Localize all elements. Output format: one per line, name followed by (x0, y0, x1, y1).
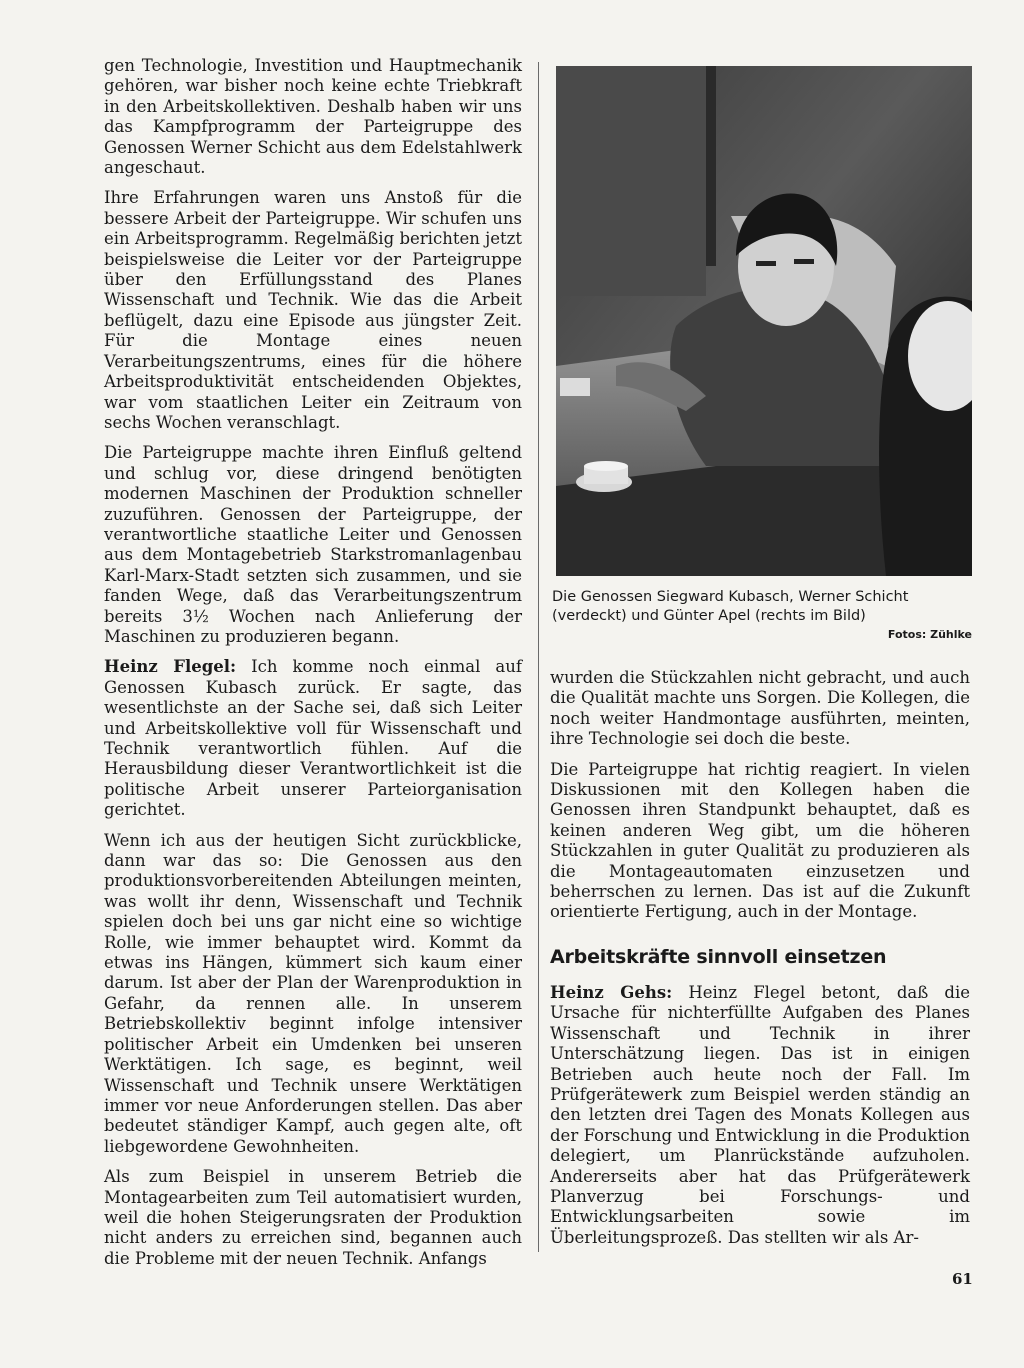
column-divider (538, 62, 539, 1252)
right-column (550, 668, 970, 1248)
right-paragraph-3 (550, 983, 970, 1248)
right-paragraph-2: Die Parteigruppe hat richtig reagiert. In vielen Diskussionen mit den Kollegen haben die Genossen ihren Standpunkt behauptet, daß es keinen anderen Weg gibt, um die höheren Stückzahlen in guter Qualität zu produzieren als die Montageautomaten einzusetzen und beherrschen zu lernen. Das ist auf die Zukunft orientierte Fertigung, auch in der Montage. (550, 759, 970, 922)
section-heading: Arbeitskräfte sinnvoll einsetzen (550, 945, 887, 968)
page-number: 61 (952, 1270, 973, 1288)
photo-caption: Die Genossen Siegward Kubasch, Werner Schicht (verdeckt) und Günter Apel (rechts im Bild) (552, 589, 909, 624)
left-paragraph-5: Wenn ich aus der heutigen Sicht zurückblicke, dann war das so: Die Genossen aus den produktionsvorbereitenden Abteilungen meinten, was wollt ihr denn, Wissenschaft und Technik spielen doch bei uns gar nicht eine so wichtige Rolle, wie immer behauptet wird. Kommt da etwas ins Hängen, kümmert sich kaum einer darum. Ist aber der Plan der Warenproduktion in Gefahr, da rennen alle. In unserem Betriebskollektiv beginnt infolge intensiver politischer Arbeit ein Umdenken bei unseren Werktätigen. Ich sage, es beginnt, weil Wissenschaft und Technik unsere Werktätigen immer vor neue Anforderungen stellen. Das aber bedeutet ständiger Kampf, auch gegen alte, oft liebgewordene Gewohnheiten. (104, 830, 522, 1156)
left-column (104, 56, 522, 1269)
speaker-text: Heinz Flegel betont, daß die Ursache für nichterfüllte Aufgaben des Planes Wissenschaft und Technik in ihrer Unterschätzung liegen. Das ist in einigen Betrieben auch heute noch der Fall. Im Prüfgerätewerk zum Beispiel werden ständig an den letzten drei Tagen des Monats Kollegen aus der Forschung und Entwicklung in die Produktion delegiert, um Planrückstände aufzuholen. Andererseits aber hat das Prüfgerätewerk Planverzug bei Forschungs- und Entwicklungsarbeiten sowie im Überleitungsprozeß. Das stellten wir als Ar- (550, 982, 970, 1247)
left-paragraph-6: Als zum Beispiel in unserem Betrieb die Montagearbeiten zum Teil automatisiert wurden, weil die hohen Steigerungsraten der Produktion nicht anders zu erreichen sind, begannen auch die Probleme mit der neuen Technik. Anfangs (104, 1167, 522, 1268)
left-paragraph-4 (104, 657, 522, 820)
speaker-name: Heinz Flegel: (104, 657, 237, 677)
speaker-text: Ich komme noch einmal auf Genossen Kubasch zurück. Er sagte, das wesentlichste an der Sache sei, daß sich Leiter und Arbeitskollektive voll für Wissenschaft und Technik verantwortlich fühlen. Auf die Herausbildung dieser Verantwortlichkeit ist die politische Arbeit unserer Parteiorganisation gerichtet. (104, 657, 523, 820)
photo-credit: Fotos: Zühlke (887, 628, 972, 641)
speaker-name: Heinz Gehs: (550, 982, 673, 1002)
right-paragraph-1: wurden die Stückzahlen nicht gebracht, und auch die Qualität machte uns Sorgen. Die Kollegen, die noch weiter Handmontage ausführten, meinten, ihre Technologie sei doch die beste. (550, 668, 970, 749)
left-paragraph-2: Ihre Erfahrungen waren uns Anstoß für die bessere Arbeit der Parteigruppe. Wir schufen uns ein Arbeitsprogramm. Regelmäßig berichten jetzt beispielsweise die Leiter vor der Parteigruppe über den Erfüllungsstand des Planes Wissenschaft und Technik. Wie das die Arbeit beflügelt, dazu eine Episode aus jüngster Zeit. Für die Montage eines neuen Verarbeitungszentrums, eines für die höhere Arbeitsproduktivität entscheidenden Objektes, war vom staatlichen Leiter ein Zeitraum von sechs Wochen veranschlagt. (104, 188, 522, 432)
photo-image (556, 66, 972, 576)
article-photo (556, 66, 972, 576)
left-paragraph-3: Die Parteigruppe machte ihren Einfluß geltend und schlug vor, diese dringend benötigten modernen Maschinen der Produktion schneller zuzuführen. Genossen der Parteigruppe, der verantwortliche staatliche Leiter und Genossen aus dem Montagebetrieb Starkstromanlagenbau Karl-Marx-Stadt setzten sich zusammen, und sie fanden Wege, daß das Verarbeitungszentrum bereits 3½ Wochen nach Anlieferung der Maschinen zu produzieren begann. (104, 443, 522, 646)
left-paragraph-1: gen Technologie, Investition und Hauptmechanik gehören, war bisher noch keine echte Triebkraft in den Arbeitskollektiven. Deshalb haben wir uns das Kampfprogramm der Parteigruppe des Genossen Werner Schicht aus dem Edelstahlwerk angeschaut. (104, 56, 522, 178)
